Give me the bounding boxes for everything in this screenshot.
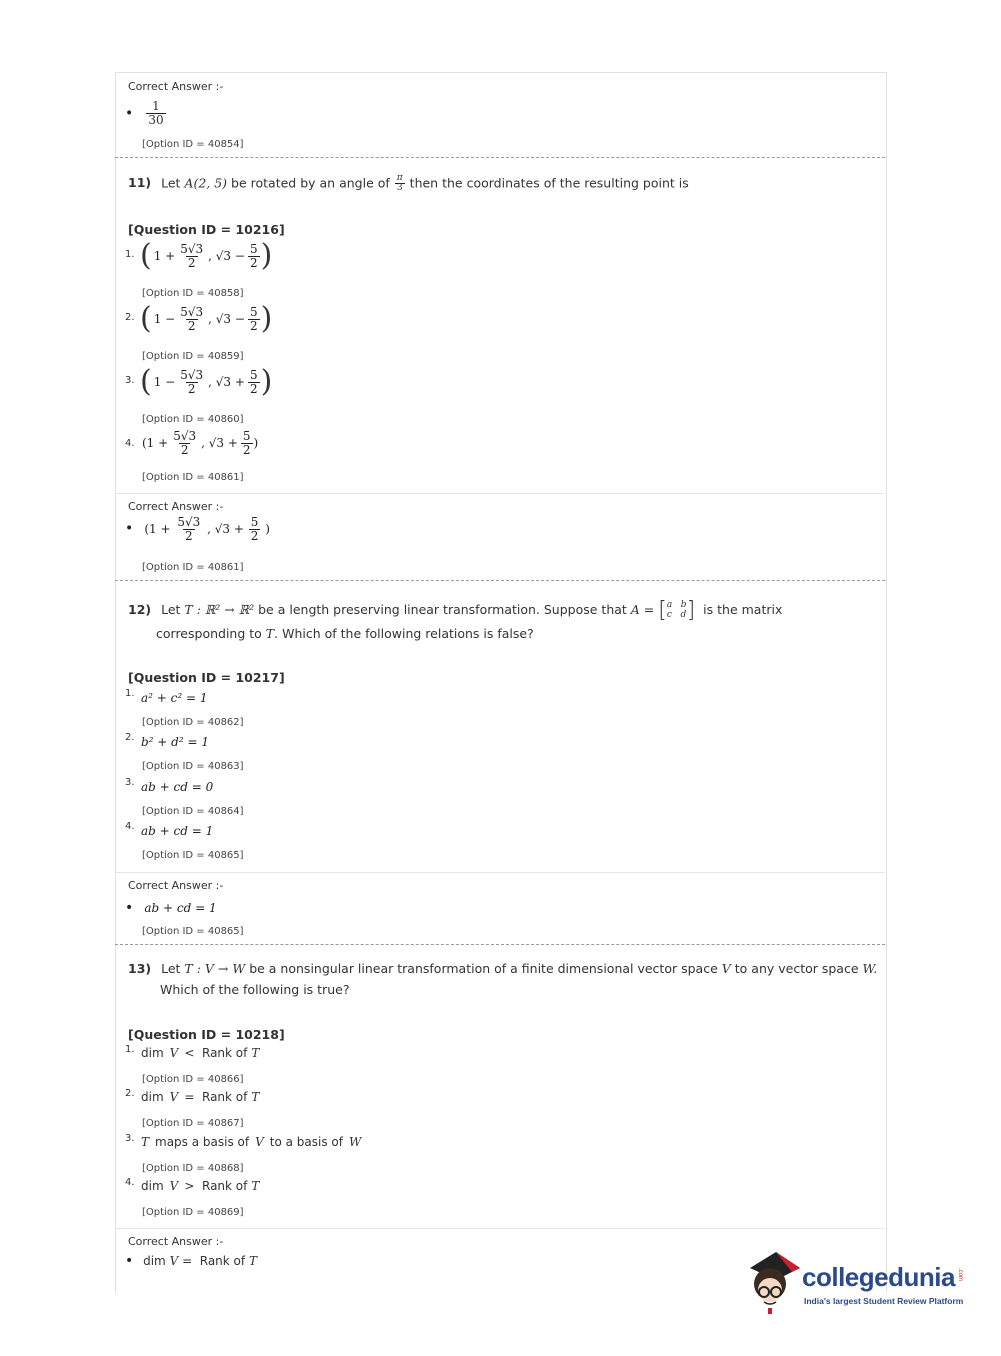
frac-den: 30 [148,112,164,127]
q11-answer [125,516,270,542]
expr-part: , √3 + [207,521,244,536]
bracket: [ [658,598,667,623]
t-symbol: T [248,1254,257,1268]
t-symbol: T [251,1179,260,1193]
frac [178,243,205,269]
paren-open: ( [140,364,152,399]
question-id: [Question ID = 10216] [128,222,285,237]
option-id: [Option ID = 40862] [142,717,244,728]
t-symbol: T [141,1135,150,1149]
frac-num: 5√3 [180,367,204,382]
option-id: [Option ID = 40859] [142,351,244,362]
text: corresponding to [156,626,262,641]
frac-den: 2 [180,442,189,457]
frac-num: 5 [242,429,251,443]
frac [248,243,260,269]
option-expr [140,301,273,336]
option-number: 4. [125,1177,135,1188]
frac-den: 2 [249,381,258,396]
paren-close: ) [253,436,259,451]
t-symbol: T [265,626,275,641]
brand-suffix: .com [957,1268,963,1282]
frac-den: 2 [249,255,258,270]
option-id: [Option ID = 40858] [142,288,244,299]
option-id: [Option ID = 40868] [142,1163,244,1174]
frac-den: 2 [187,318,196,333]
expr-part: , √3 − [208,312,245,326]
q11-text [128,174,689,194]
text: . Which of the following relations is false? [274,626,534,641]
expr-part: 1 + [153,249,176,263]
bullet-icon: • [125,105,134,122]
option-id: [Option ID = 40864] [142,806,244,817]
text: Let [161,602,181,617]
option-expr [140,430,258,456]
frac-den: 2 [187,255,196,270]
option-id: [Option ID = 40865] [142,850,244,861]
answer-divider [115,872,885,873]
question-number: 13) [128,961,152,976]
expr-part: , √3 − [208,249,245,263]
paren-open: ( [140,238,152,273]
paren-close: ) [260,364,273,399]
frac-num: 5√3 [180,241,204,256]
text: be a length preserving linear transformation. Suppose that [258,602,627,617]
text: < Rank of [184,1046,248,1060]
v-symbol: V [255,1135,264,1149]
text: Let [161,175,181,191]
frac-den: 2 [187,381,196,396]
frac-num: 5√3 [173,429,197,443]
v-symbol: V [169,1254,179,1268]
q13-text-line2: Which of the following is true? [160,982,350,997]
option-number: 1. [125,249,135,260]
option-number: 2. [125,732,135,743]
frac [175,516,202,542]
question-id: [Question ID = 10218] [128,1027,285,1042]
matrix-row: c d [666,609,687,620]
q11-answer-heading: Correct Answer :- [128,500,224,513]
frac-num: 1 [152,99,160,113]
text: to any vector space [734,961,859,976]
option-number: 4. [125,438,135,449]
expr-part: (1 + [144,521,171,536]
section-divider [115,944,885,945]
answer-expr [144,515,270,543]
text: > Rank of [184,1179,248,1193]
option-number: 3. [125,1133,135,1144]
expr-part: , √3 + [208,375,245,389]
angle-fraction [395,174,405,194]
option-number: 3. [125,777,135,788]
frac-den: 2 [185,528,193,543]
expr-part: ) [265,521,270,536]
v-symbol: V [169,1046,179,1060]
text: be rotated by an angle of [231,175,390,191]
paren-open: ( [140,301,152,336]
frac-den: 2 [250,528,259,543]
v-symbol: V [721,961,731,976]
option-number: 2. [125,312,135,323]
option-expr: ab + cd = 1 [141,824,214,838]
option-expr [141,1090,259,1104]
frac [249,516,261,542]
frac-num: 5 [250,515,259,529]
frac [248,369,260,395]
text: is the matrix [703,602,783,617]
point-expr: A(2, 5) [184,175,228,191]
q13-text-line1 [128,961,877,976]
option-id: [Option ID = 40869] [142,1207,244,1218]
option-number: 3. [125,375,135,386]
text: then the coordinates of the resulting point is [409,175,689,191]
answer-expr: ab + cd = 1 [144,901,217,915]
expr-part: 1 − [153,312,176,326]
frac [178,306,205,332]
text: dim [143,1254,166,1268]
text: = Rank of [184,1090,248,1104]
brand-name: collegedunia [802,1262,955,1292]
text: = Rank of [182,1254,246,1268]
frac [248,306,260,332]
paren-close: ) [260,238,273,273]
question-number: 11) [128,175,152,191]
paren-close: ) [260,301,273,336]
option-id: [Option ID = 40861] [142,472,244,483]
option-id: [Option ID = 40860] [142,414,244,425]
option-id: [Option ID = 40863] [142,761,244,772]
expr-part: 1 − [153,375,176,389]
q13-answer-heading: Correct Answer :- [128,1235,224,1248]
map-expr: T : V → W [184,961,246,976]
frac [178,369,205,395]
matrix [658,598,695,623]
frac-den: 2 [242,442,251,457]
answer-fraction [146,100,165,126]
map-expr: T : ℝ² → ℝ² [184,602,255,617]
option-id: [Option ID = 40866] [142,1074,244,1085]
collegedunia-logo[interactable] [742,1250,972,1320]
q10-answer [125,100,167,126]
section-divider [115,580,885,581]
matrix-body [667,601,687,621]
mascot-icon [742,1250,804,1316]
option-number: 4. [125,821,135,832]
option-expr: a² + c² = 1 [141,691,208,705]
v-symbol: V [169,1179,179,1193]
frac-den: 3 [396,183,403,194]
expr-part: (1 + [142,436,169,451]
text: to a basis of [269,1135,343,1149]
option-expr [141,1179,259,1193]
section-divider [115,157,885,158]
answer-divider [115,493,885,494]
option-expr [141,1135,361,1149]
q12-answer [125,897,217,916]
q13-answer [125,1253,257,1269]
t-symbol: T [251,1046,260,1060]
w-symbol: W. [862,961,878,976]
text: maps a basis of [155,1135,250,1149]
frac [171,430,198,456]
option-id: [Option ID = 40861] [142,562,244,573]
option-expr [140,238,273,273]
matrix-row: a b [666,599,687,610]
bullet-icon: • [125,900,134,916]
bullet-icon: • [125,1253,134,1269]
text: dim [141,1179,164,1193]
text: dim [141,1090,164,1104]
q12-answer-heading: Correct Answer :- [128,879,224,892]
option-expr: b² + d² = 1 [141,735,209,749]
frac-den: 2 [249,318,258,333]
text: Let [161,961,181,976]
option-number: 1. [125,688,135,699]
question-number: 12) [128,602,152,617]
answer-divider [115,1228,885,1229]
option-number: 1. [125,1044,135,1055]
frac-num: 5 [249,304,258,319]
option-id: [Option ID = 40854] [142,139,244,150]
frac-num: 5 [249,367,258,382]
frac-num: 5 [249,241,258,256]
question-id: [Question ID = 10217] [128,670,285,685]
brand-tagline: India's largest Student Review Platform [804,1296,964,1306]
text: be a nonsingular linear transformation of a finite dimensional vector space [249,961,718,976]
q10-answer-heading: Correct Answer :- [128,80,224,93]
option-id: [Option ID = 40867] [142,1118,244,1129]
option-number: 2. [125,1088,135,1099]
option-expr [141,1046,259,1060]
option-expr: ab + cd = 0 [141,780,214,794]
frac-num: 5√3 [180,304,204,319]
matrix-lhs: A = [630,602,655,617]
frac [241,430,253,456]
option-id: [Option ID = 40865] [142,926,244,937]
t-symbol: T [251,1090,260,1104]
q12-text-line2 [156,626,534,641]
v-symbol: V [169,1090,179,1104]
text: dim [141,1046,164,1060]
q12-text-line1 [128,598,782,623]
bracket: ] [686,598,696,623]
option-expr [140,364,273,399]
w-symbol: W [349,1135,362,1149]
expr-part: , √3 + [201,436,238,451]
bullet-icon: • [125,520,134,537]
frac-num: 5√3 [177,515,201,529]
frac-num: π [396,173,403,183]
